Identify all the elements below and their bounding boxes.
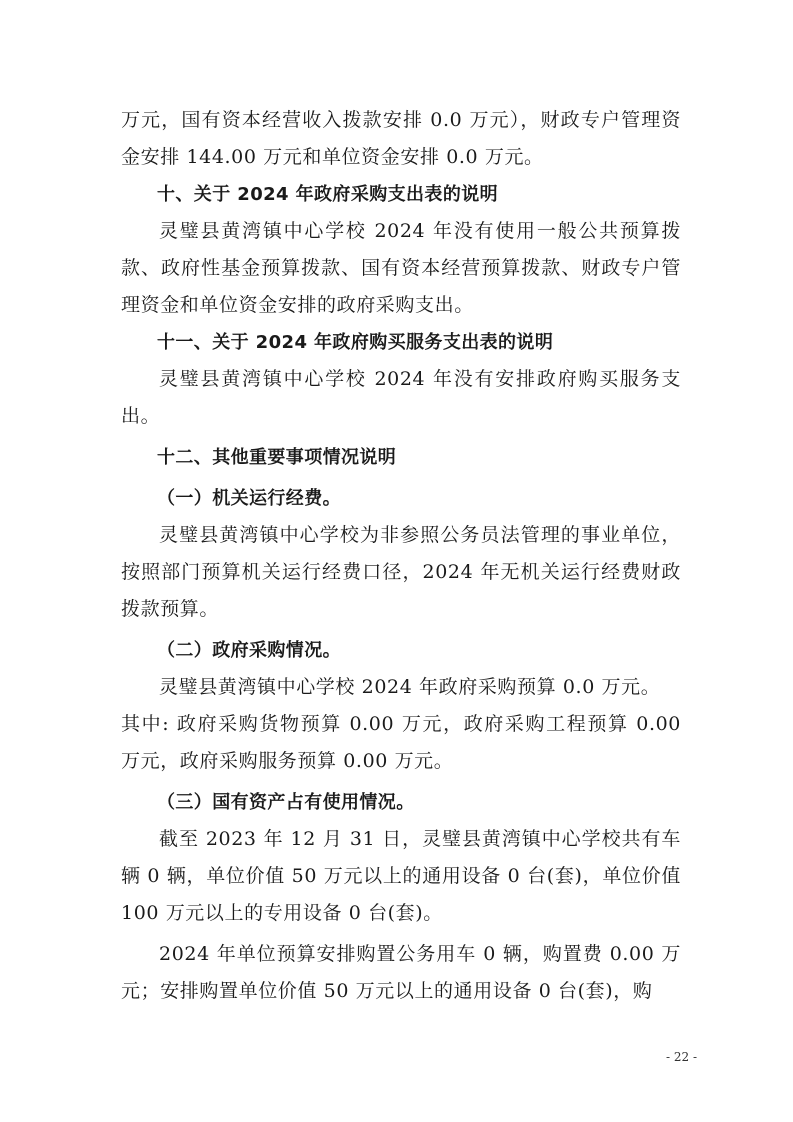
paragraph-assets-budget: 2024 年单位预算安排购置公务用车 0 辆，购置费 0.00 万元；安排购置单位价值 50 万元以上的通用设备 0 台(套)，购 — [121, 943, 681, 1002]
subheading-operating-costs: （一）机关运行经费。 — [157, 488, 341, 509]
section-heading-11: 十一、关于 2024 年政府购买服务支出表的说明 — [157, 332, 554, 353]
page-number: - 22 - — [665, 1050, 697, 1064]
paragraph-procurement-expenditure: 灵璧县黄湾镇中心学校 2024 年没有使用一般公共预算拨款、政府性基金预算拨款、国有资本经营预算拨款、财政专户管理资金和单位资金安排的政府采购支出。 — [121, 220, 681, 316]
document-body — [121, 102, 681, 1010]
paragraph-operating-costs: 灵璧县黄湾镇中心学校为非参照公务员法管理的事业单位，按照部门预算机关运行经费口径，2024 年无机关运行经费财政拨款预算。 — [121, 524, 681, 620]
paragraph-service-purchase: 灵璧县黄湾镇中心学校 2024 年没有安排政府购买服务支出。 — [121, 368, 681, 427]
paragraph-continuation: 万元，国有资本经营收入拨款安排 0.0 万元），财政专户管理资金安排 144.00 万元和单位资金安排 0.0 万元。 — [121, 109, 681, 168]
section-heading-10: 十、关于 2024 年政府采购支出表的说明 — [157, 184, 499, 205]
subheading-procurement: （二）政府采购情况。 — [157, 640, 341, 661]
paragraph-procurement-detail: 其中: 政府采购货物预算 0.00 万元，政府采购工程预算 0.00 万元，政府采购服务预算 0.00 万元。 — [121, 713, 681, 772]
paragraph-assets-status: 截至 2023 年 12 月 31 日，灵璧县黄湾镇中心学校共有车辆 0 辆，单位价值 50 万元以上的通用设备 0 台(套)，单位价值 100 万元以上的专用设备 0 台(套)。 — [121, 828, 681, 924]
section-heading-12: 十二、其他重要事项情况说明 — [157, 447, 397, 468]
paragraph-procurement-budget: 灵璧县黄湾镇中心学校 2024 年政府采购预算 0.0 万元。 — [159, 676, 661, 698]
subheading-state-assets: （三）国有资产占有使用情况。 — [157, 792, 415, 813]
